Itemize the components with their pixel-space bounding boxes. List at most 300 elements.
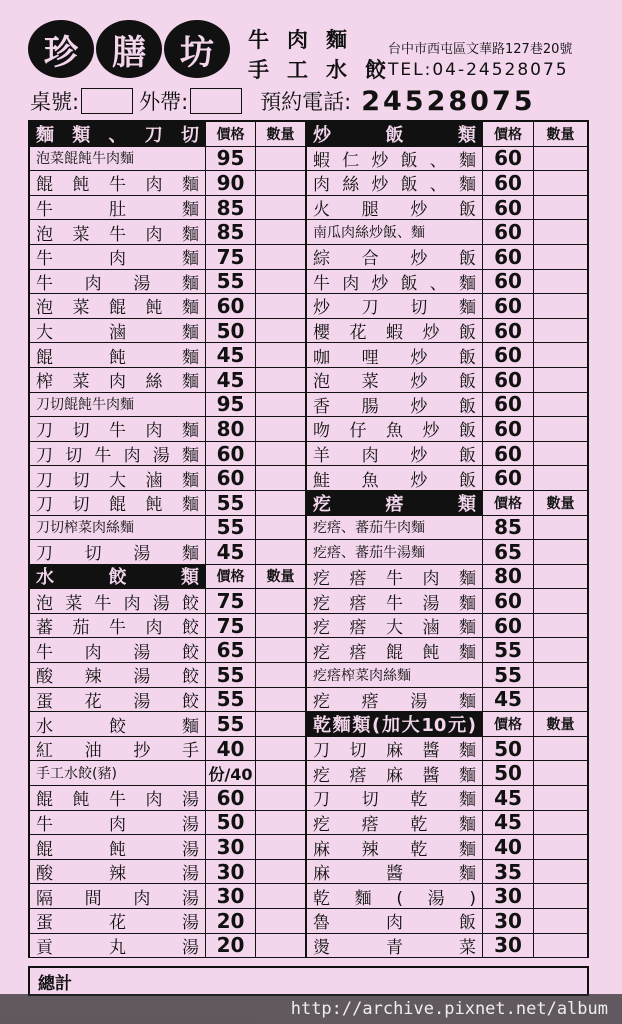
menu-item-row xyxy=(307,368,587,393)
section-header xyxy=(307,122,587,147)
menu-item-price: 份/40 xyxy=(206,761,256,785)
menu-item-row xyxy=(307,540,587,565)
menu-item-name-text: 疙瘩牛湯麵 xyxy=(313,593,476,613)
menu-item-row xyxy=(307,589,587,614)
menu-item-name xyxy=(30,909,206,933)
quantity-cell[interactable] xyxy=(534,343,587,367)
menu-item-row xyxy=(307,245,587,270)
menu-item-name-text: 咖哩炒飯 xyxy=(313,347,476,367)
menu-item-name xyxy=(307,442,483,466)
price-column-header: 價格 xyxy=(483,491,534,515)
logo-char: 珍 xyxy=(28,20,94,78)
quantity-cell[interactable] xyxy=(256,270,305,294)
menu-item-row xyxy=(307,835,587,860)
menu-item-name xyxy=(307,638,483,662)
menu-item-price: 60 xyxy=(206,442,256,466)
menu-item-name xyxy=(30,811,206,835)
order-info-row xyxy=(30,86,536,116)
menu-item-price: 60 xyxy=(483,393,534,417)
menu-item-name xyxy=(307,393,483,417)
quantity-cell[interactable] xyxy=(256,712,305,736)
menu-item-row xyxy=(30,245,305,270)
menu-item-row xyxy=(307,884,587,909)
menu-item-name xyxy=(30,270,206,294)
menu-item-name-text: 疙瘩牛肉麵 xyxy=(313,568,476,589)
quantity-cell[interactable] xyxy=(534,516,587,540)
menu-item-price: 75 xyxy=(206,589,256,613)
menu-item-price: 80 xyxy=(206,417,256,441)
menu-item-price: 60 xyxy=(483,147,534,171)
menu-item-name xyxy=(307,294,483,318)
quantity-cell[interactable] xyxy=(256,245,305,269)
quantity-cell[interactable] xyxy=(256,540,305,564)
menu-item-name-text: 火腿炒飯 xyxy=(313,200,476,220)
menu-item-row xyxy=(30,270,305,295)
quantity-cell[interactable] xyxy=(534,761,587,785)
menu-item-name-text: 炒刀切麵 xyxy=(313,298,476,318)
quantity-cell[interactable] xyxy=(534,737,587,761)
menu-item-name-text: 刀切麻醬麵 xyxy=(313,741,476,761)
quantity-cell[interactable] xyxy=(256,761,305,785)
menu-item-row xyxy=(307,171,587,196)
menu-item-row xyxy=(30,737,305,762)
quantity-cell[interactable] xyxy=(534,835,587,859)
menu-item-name xyxy=(307,737,483,761)
menu-item-row xyxy=(307,147,587,172)
menu-item-row xyxy=(307,688,587,713)
section-title-text: 乾麵類(加大10元) xyxy=(313,715,476,736)
menu-item-row xyxy=(307,737,587,762)
menu-item-price: 65 xyxy=(206,638,256,662)
menu-item-name-text: 餛飩麵 xyxy=(36,347,199,367)
menu-item-name-text: 香腸炒飯 xyxy=(313,396,476,417)
menu-item-price: 65 xyxy=(483,540,534,564)
menu-item-price: 30 xyxy=(206,835,256,859)
menu-item-name xyxy=(30,393,206,417)
menu-item-row xyxy=(30,540,305,565)
quantity-cell[interactable] xyxy=(534,589,587,613)
menu-item-name-text: 蕃茄牛肉餃 xyxy=(36,618,199,638)
menu-item-row xyxy=(307,319,587,344)
menu-item-name xyxy=(307,319,483,343)
menu-item-name xyxy=(307,811,483,835)
quantity-cell[interactable] xyxy=(534,245,587,269)
menu-item-name xyxy=(307,417,483,441)
quantity-cell[interactable] xyxy=(256,442,305,466)
tagline-beef-noodle: 牛肉麵 xyxy=(248,27,365,52)
menu-item-name xyxy=(307,245,483,269)
quantity-cell[interactable] xyxy=(534,368,587,392)
menu-item-row xyxy=(307,565,587,590)
total-box[interactable] xyxy=(28,966,589,996)
menu-item-name-text: 餛飩牛肉湯 xyxy=(36,790,199,810)
menu-item-name-text: 隔間肉湯 xyxy=(36,888,199,908)
menu-item-name-text: 刀切乾麵 xyxy=(313,790,476,810)
menu-item-row xyxy=(307,614,587,639)
logo-char: 坊 xyxy=(164,20,230,78)
quantity-cell[interactable] xyxy=(256,638,305,662)
menu-item-price: 60 xyxy=(206,466,256,490)
menu-item-name-text: 疙瘩榨菜肉絲麵 xyxy=(313,667,411,684)
menu-item-price: 55 xyxy=(206,688,256,712)
menu-item-name xyxy=(307,466,483,490)
menu-item-price: 60 xyxy=(483,294,534,318)
quantity-cell[interactable] xyxy=(534,688,587,712)
qty-column-header: 數量 xyxy=(546,717,575,734)
menu-item-price: 55 xyxy=(206,491,256,515)
menu-item-price: 60 xyxy=(483,196,534,220)
menu-item-price: 55 xyxy=(206,516,256,540)
menu-item-name xyxy=(307,147,483,171)
menu-item-price: 45 xyxy=(483,811,534,835)
menu-item-row xyxy=(307,761,587,786)
menu-item-name-text: 牛肚麵 xyxy=(36,200,199,220)
menu-item-row xyxy=(30,171,305,196)
menu-item-price: 30 xyxy=(483,909,534,933)
menu-item-price: 55 xyxy=(483,638,534,662)
menu-item-name-text: 紅油抄手 xyxy=(36,741,199,761)
menu-item-price: 60 xyxy=(483,319,534,343)
menu-item-name-text: 泡菜炒飯 xyxy=(313,372,476,392)
quantity-cell[interactable] xyxy=(256,884,305,908)
menu-item-name-text: 刀切榨菜肉絲麵 xyxy=(36,520,134,537)
menu-item-row xyxy=(30,934,305,959)
menu-item-name-text: 刀切牛肉麵 xyxy=(36,421,199,441)
menu-item-row xyxy=(30,589,305,614)
menu-item-price: 30 xyxy=(483,884,534,908)
menu-item-row xyxy=(30,220,305,245)
menu-item-name xyxy=(30,860,206,884)
menu-item-name xyxy=(307,786,483,810)
menu-column-left xyxy=(28,120,307,958)
qty-column-header: 數量 xyxy=(266,126,295,143)
quantity-cell[interactable] xyxy=(534,466,587,490)
section-header xyxy=(30,122,305,147)
quantity-cell[interactable] xyxy=(256,220,305,244)
menu-item-name-text: 疙瘩乾麵 xyxy=(313,814,476,835)
price-column-header: 價格 xyxy=(483,712,534,736)
menu-item-name xyxy=(307,663,483,687)
menu-item-name xyxy=(307,934,483,958)
menu-item-price: 55 xyxy=(206,712,256,736)
menu-item-name-text: 泡菜餛飩牛肉麵 xyxy=(36,151,134,168)
reservation-number: 24528075 xyxy=(361,85,536,117)
menu-item-price: 50 xyxy=(206,319,256,343)
quantity-cell[interactable] xyxy=(534,884,587,908)
menu-item-price: 60 xyxy=(483,368,534,392)
menu-item-price: 45 xyxy=(206,368,256,392)
menu-item-row xyxy=(30,688,305,713)
quantity-cell[interactable] xyxy=(534,638,587,662)
quantity-cell[interactable] xyxy=(256,835,305,859)
menu-item-row xyxy=(30,786,305,811)
menu-item-row xyxy=(307,294,587,319)
quantity-cell[interactable] xyxy=(534,811,587,835)
section-title-text: 炒飯類 xyxy=(313,124,476,146)
menu-item-name xyxy=(307,589,483,613)
quantity-cell[interactable] xyxy=(256,663,305,687)
menu-item-name xyxy=(307,688,483,712)
quantity-cell[interactable] xyxy=(256,934,305,958)
quantity-cell[interactable] xyxy=(534,565,587,589)
quantity-cell[interactable] xyxy=(256,368,305,392)
menu-item-name-text: 餛飩湯 xyxy=(36,839,199,859)
quantity-cell[interactable] xyxy=(256,466,305,490)
menu-item-name xyxy=(307,270,483,294)
menu-item-row xyxy=(307,442,587,467)
menu-item-row xyxy=(307,393,587,418)
menu-item-price: 80 xyxy=(483,565,534,589)
menu-item-row xyxy=(30,761,305,786)
menu-item-name xyxy=(307,220,483,244)
menu-item-name-text: 牛肉湯餃 xyxy=(36,642,199,663)
menu-item-name xyxy=(307,171,483,195)
menu-item-row xyxy=(30,196,305,221)
tagline-dumplings: 手工水餃 xyxy=(248,57,404,82)
menu-item-name xyxy=(30,786,206,810)
menu-item-price: 60 xyxy=(483,466,534,490)
section-title xyxy=(307,712,483,736)
menu-item-price: 20 xyxy=(206,909,256,933)
quantity-cell[interactable] xyxy=(256,737,305,761)
quantity-cell[interactable] xyxy=(534,934,587,958)
menu-item-price: 50 xyxy=(483,737,534,761)
menu-item-price: 45 xyxy=(206,343,256,367)
menu-item-name-text: 牛肉炒飯、麵 xyxy=(313,273,476,294)
menu-item-name-text: 吻仔魚炒飯 xyxy=(313,421,476,441)
section-title xyxy=(307,491,483,515)
qty-column-header: 數量 xyxy=(546,495,575,512)
quantity-cell[interactable] xyxy=(534,294,587,318)
menu-item-row xyxy=(307,270,587,295)
price-column-header: 價格 xyxy=(206,565,256,589)
menu-item-name xyxy=(30,147,206,171)
menu-item-name-text: 牛肉湯 xyxy=(36,814,199,835)
menu-item-name xyxy=(30,737,206,761)
menu-item-name xyxy=(307,196,483,220)
quantity-cell[interactable] xyxy=(534,663,587,687)
menu-item-name-text: 疙瘩大滷麵 xyxy=(313,618,476,638)
menu-item-name-text: 疙瘩餛飩麵 xyxy=(313,642,476,663)
menu-item-name-text: 泡菜牛肉麵 xyxy=(36,224,199,244)
menu-item-price: 30 xyxy=(483,934,534,958)
qty-column-header: 數量 xyxy=(266,569,295,586)
quantity-cell[interactable] xyxy=(256,614,305,638)
quantity-cell[interactable] xyxy=(256,491,305,515)
quantity-cell[interactable] xyxy=(256,171,305,195)
menu-item-price: 30 xyxy=(206,884,256,908)
menu-item-row xyxy=(307,638,587,663)
section-header xyxy=(30,565,305,590)
menu-item-row xyxy=(30,319,305,344)
menu-item-price: 60 xyxy=(483,220,534,244)
takeout-box[interactable] xyxy=(190,88,242,114)
menu-item-price: 60 xyxy=(483,614,534,638)
quantity-cell[interactable] xyxy=(534,393,587,417)
menu-item-price: 75 xyxy=(206,245,256,269)
quantity-cell[interactable] xyxy=(534,786,587,810)
quantity-cell[interactable] xyxy=(256,417,305,441)
table-number-box[interactable] xyxy=(81,88,133,114)
menu-item-price: 50 xyxy=(483,761,534,785)
menu-item-name-text: 綜合炒飯 xyxy=(313,249,476,269)
menu-item-name-text: 酸辣湯 xyxy=(36,864,199,884)
menu-item-name xyxy=(30,712,206,736)
menu-item-row xyxy=(30,417,305,442)
quantity-cell[interactable] xyxy=(534,909,587,933)
price-column-header: 價格 xyxy=(206,122,256,146)
menu-item-price: 60 xyxy=(483,171,534,195)
menu-column-right xyxy=(307,120,589,958)
section-title-text: 麵類、刀切 xyxy=(36,124,199,146)
menu-item-price: 60 xyxy=(483,417,534,441)
menu-item-name xyxy=(30,245,206,269)
menu-item-price: 40 xyxy=(206,737,256,761)
menu-item-row xyxy=(30,884,305,909)
section-title-text: 水餃類 xyxy=(36,567,199,589)
quantity-cell[interactable] xyxy=(256,811,305,835)
quantity-cell[interactable] xyxy=(534,614,587,638)
quantity-cell[interactable] xyxy=(256,909,305,933)
section-title xyxy=(30,122,206,146)
menu-item-price: 60 xyxy=(483,245,534,269)
menu-item-row xyxy=(30,393,305,418)
menu-item-price: 95 xyxy=(206,147,256,171)
quantity-cell[interactable] xyxy=(256,196,305,220)
quantity-cell[interactable] xyxy=(256,786,305,810)
quantity-cell[interactable] xyxy=(534,442,587,466)
menu-item-price: 45 xyxy=(206,540,256,564)
menu-item-row xyxy=(307,220,587,245)
quantity-cell[interactable] xyxy=(256,294,305,318)
menu-item-name-text: 櫻花蝦炒飯 xyxy=(313,323,476,343)
menu-item-name xyxy=(307,343,483,367)
quantity-cell[interactable] xyxy=(256,516,305,540)
menu-item-price: 85 xyxy=(206,220,256,244)
menu-item-name xyxy=(307,909,483,933)
menu-item-price: 95 xyxy=(206,393,256,417)
menu-item-name-text: 牛肉湯麵 xyxy=(36,273,199,294)
menu-item-name xyxy=(30,835,206,859)
quantity-cell[interactable] xyxy=(534,171,587,195)
menu-item-name xyxy=(30,688,206,712)
menu-item-row xyxy=(30,368,305,393)
reservation-label: 預約電話: xyxy=(260,90,352,114)
section-title xyxy=(30,565,206,589)
menu-item-name xyxy=(307,565,483,589)
menu-item-name xyxy=(30,540,206,564)
menu-item-name-text: 水餃麵 xyxy=(36,716,199,736)
menu-item-name-text: 南瓜肉絲炒飯、麵 xyxy=(313,225,425,242)
menu-item-name xyxy=(30,589,206,613)
menu-item-row xyxy=(30,860,305,885)
menu-item-price: 60 xyxy=(483,343,534,367)
menu-item-price: 40 xyxy=(483,835,534,859)
menu-item-name xyxy=(30,294,206,318)
section-title xyxy=(307,122,483,146)
menu-item-row xyxy=(307,811,587,836)
shop-telephone: TEL:04-24528075 xyxy=(388,60,569,80)
menu-item-price: 50 xyxy=(206,811,256,835)
quantity-cell[interactable] xyxy=(256,688,305,712)
menu-item-price: 60 xyxy=(206,786,256,810)
menu-item-price: 30 xyxy=(206,860,256,884)
quantity-cell[interactable] xyxy=(256,860,305,884)
menu-item-row xyxy=(307,909,587,934)
menu-item-row xyxy=(307,343,587,368)
menu-item-name-text: 刀切大滷麵 xyxy=(36,470,199,490)
quantity-cell[interactable] xyxy=(534,196,587,220)
menu-item-name-text: 麻醬麵 xyxy=(313,864,476,884)
menu-item-name-text: 乾麵(湯) xyxy=(313,888,476,908)
menu-item-name xyxy=(307,368,483,392)
shop-address: 台中市西屯區文華路127巷20號 xyxy=(388,42,573,57)
menu-item-name-text: 燙青菜 xyxy=(313,937,476,958)
menu-item-row xyxy=(307,934,587,959)
quantity-cell[interactable] xyxy=(256,393,305,417)
menu-item-name xyxy=(30,761,206,785)
menu-item-name xyxy=(30,196,206,220)
menu-item-name xyxy=(30,491,206,515)
quantity-cell[interactable] xyxy=(534,220,587,244)
qty-column-header: 數量 xyxy=(546,126,575,143)
menu-item-name-text: 疙瘩麻醬麵 xyxy=(313,765,476,786)
menu-item-price: 85 xyxy=(206,196,256,220)
menu-item-name-text: 蛋花湯餃 xyxy=(36,691,199,712)
menu-item-name xyxy=(30,516,206,540)
menu-item-name-text: 貢丸湯 xyxy=(36,937,199,958)
table-number-label: 桌號: xyxy=(30,90,80,114)
menu-item-name-text: 泡菜餛飩麵 xyxy=(36,298,199,318)
menu-item-name-text: 大滷麵 xyxy=(36,323,199,343)
price-column-header: 價格 xyxy=(483,122,534,146)
menu-item-name xyxy=(30,614,206,638)
menu-item-row xyxy=(307,466,587,491)
menu-item-price: 60 xyxy=(483,270,534,294)
menu-item-price: 90 xyxy=(206,171,256,195)
menu-item-row xyxy=(30,811,305,836)
menu-item-row xyxy=(30,147,305,172)
menu-item-price: 45 xyxy=(483,688,534,712)
quantity-cell[interactable] xyxy=(256,343,305,367)
quantity-cell[interactable] xyxy=(256,589,305,613)
menu-item-name-text: 刀切牛肉湯麵 xyxy=(36,446,199,466)
menu-item-name xyxy=(30,343,206,367)
menu-item-row xyxy=(307,417,587,442)
menu-item-name xyxy=(30,466,206,490)
quantity-cell[interactable] xyxy=(534,147,587,171)
menu-item-row xyxy=(307,860,587,885)
quantity-cell[interactable] xyxy=(534,417,587,441)
quantity-cell[interactable] xyxy=(534,319,587,343)
menu-item-name xyxy=(30,884,206,908)
menu-item-name-text: 麻辣乾麵 xyxy=(313,839,476,859)
menu-item-name-text: 疙瘩、蕃茄牛肉麵 xyxy=(313,520,425,537)
menu-item-name-text: 泡菜牛肉湯餃 xyxy=(36,593,199,613)
menu-item-name xyxy=(30,934,206,958)
quantity-cell[interactable] xyxy=(534,270,587,294)
menu-item-name-text: 餛飩牛肉麵 xyxy=(36,175,199,195)
menu-item-row xyxy=(30,294,305,319)
quantity-cell[interactable] xyxy=(256,147,305,171)
menu-item-row xyxy=(30,614,305,639)
menu-item-row xyxy=(30,516,305,541)
quantity-cell[interactable] xyxy=(534,860,587,884)
menu-item-name xyxy=(30,368,206,392)
quantity-cell[interactable] xyxy=(256,319,305,343)
quantity-cell[interactable] xyxy=(534,540,587,564)
section-title-text: 疙瘩類 xyxy=(313,493,476,515)
